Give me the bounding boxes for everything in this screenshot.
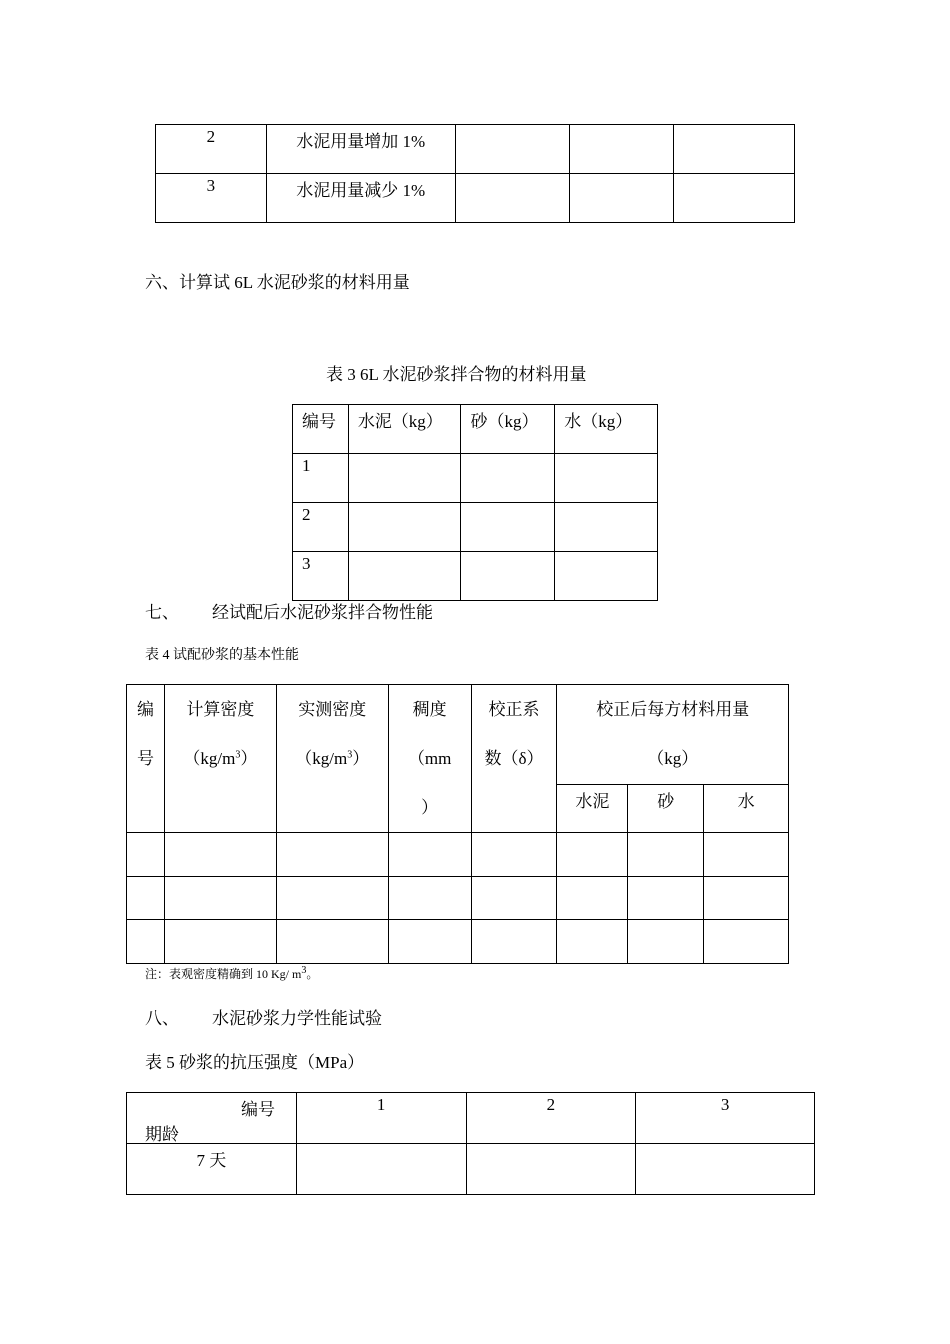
header-water: 水（kg） — [555, 405, 658, 454]
empty-cell — [164, 920, 276, 964]
header-cement: 水泥（kg） — [348, 405, 461, 454]
table-row — [293, 503, 658, 552]
corner-header-top: 编号 — [241, 1100, 275, 1119]
table-row — [293, 454, 658, 503]
section-7-title: 经试配后水泥砂浆拌合物性能 — [212, 603, 433, 622]
header-no-line1: 编 — [136, 700, 154, 719]
empty-cell — [348, 503, 461, 552]
row-description: 水泥用量减少 1% — [266, 174, 455, 223]
header-consistency — [388, 685, 471, 833]
correction-factor-line1: 校正系 — [488, 700, 540, 719]
table-row — [127, 877, 789, 920]
consistency-label: 稠度 — [412, 700, 447, 719]
header-measured-density — [276, 685, 388, 833]
empty-cell — [127, 877, 165, 920]
empty-cell — [388, 920, 471, 964]
empty-cell — [555, 503, 658, 552]
empty-cell — [471, 920, 557, 964]
header-corrected-quantities — [557, 685, 789, 785]
empty-cell — [628, 920, 704, 964]
empty-cell — [704, 833, 789, 877]
empty-cell — [557, 833, 628, 877]
compressive-strength-table — [126, 1092, 815, 1195]
table-row — [293, 552, 658, 601]
column-header: 3 — [636, 1093, 815, 1144]
row-number: 2 — [293, 503, 349, 552]
header-water: 水 — [704, 785, 789, 833]
header-sand: 砂 — [628, 785, 704, 833]
empty-cell — [276, 920, 388, 964]
empty-cell — [636, 1144, 815, 1195]
header-correction-factor — [471, 685, 557, 833]
row-number: 1 — [293, 454, 349, 503]
empty-cell — [557, 877, 628, 920]
unit-close: ） — [352, 749, 370, 768]
section-6-heading: 六、计算试 6L 水泥砂浆的材料用量 — [145, 273, 410, 292]
empty-cell — [461, 454, 555, 503]
consistency-unit-close: ） — [421, 798, 439, 817]
empty-cell — [455, 174, 570, 223]
empty-cell — [704, 877, 789, 920]
empty-cell — [471, 877, 557, 920]
measured-density-label: 实测密度 — [298, 700, 367, 719]
table-3-caption: 表 3 6L 水泥砂浆拌合物的材料用量 — [326, 365, 587, 384]
calculated-density-label: 计算密度 — [186, 700, 255, 719]
empty-cell — [164, 877, 276, 920]
unit-close: ） — [240, 749, 258, 768]
header-sand: 砂（kg） — [461, 405, 555, 454]
variation-table — [155, 124, 795, 223]
empty-cell — [674, 125, 795, 174]
empty-cell — [164, 833, 276, 877]
empty-cell — [127, 920, 165, 964]
table-header-row — [293, 405, 658, 454]
empty-cell — [628, 877, 704, 920]
empty-cell — [388, 877, 471, 920]
empty-cell — [555, 454, 658, 503]
empty-cell — [674, 174, 795, 223]
empty-cell — [471, 833, 557, 877]
table-row — [127, 920, 789, 964]
header-no-line2: 号 — [136, 749, 154, 768]
empty-cell — [455, 125, 570, 174]
empty-cell — [628, 833, 704, 877]
table-header-row — [127, 1093, 815, 1144]
corner-header — [127, 1093, 297, 1144]
section-8-number: 八、 — [145, 1009, 179, 1028]
table-row — [156, 125, 795, 174]
empty-cell — [557, 920, 628, 964]
material-quantity-table — [292, 404, 658, 601]
note-text: 注：表观密度精确到 10 Kg/ m — [145, 967, 302, 981]
measured-density-unit: （kg/m — [295, 749, 348, 768]
table-row — [156, 174, 795, 223]
note-end: 。 — [306, 967, 319, 981]
header-no: 编号 — [293, 405, 349, 454]
empty-cell — [555, 552, 658, 601]
table-row — [127, 1144, 815, 1195]
row-number: 3 — [156, 174, 267, 223]
empty-cell — [296, 1144, 466, 1195]
empty-cell — [276, 877, 388, 920]
empty-cell — [388, 833, 471, 877]
table-4-note — [145, 965, 318, 982]
empty-cell — [348, 552, 461, 601]
unit-superscript: 3 — [235, 749, 241, 761]
empty-cell — [570, 125, 674, 174]
corrected-quantities-label: 校正后每方材料用量 — [596, 700, 750, 719]
table-row — [127, 833, 789, 877]
correction-factor-line2: 数（δ） — [484, 749, 544, 768]
header-no — [127, 685, 165, 833]
empty-cell — [127, 833, 165, 877]
unit-superscript: 3 — [347, 749, 353, 761]
empty-cell — [704, 920, 789, 964]
corner-header-bottom: 期龄 — [145, 1125, 179, 1144]
calculated-density-unit: （kg/m — [183, 749, 236, 768]
consistency-unit: （mm — [407, 749, 452, 768]
header-calculated-density — [164, 685, 276, 833]
header-cement: 水泥 — [557, 785, 628, 833]
table-5-caption: 表 5 砂浆的抗压强度（MPa） — [145, 1053, 365, 1072]
column-header: 2 — [466, 1093, 636, 1144]
empty-cell — [348, 454, 461, 503]
column-header: 1 — [296, 1093, 466, 1144]
note-superscript: 3 — [301, 965, 307, 976]
corrected-quantities-unit: （kg） — [647, 749, 699, 768]
table-4-caption: 表 4 试配砂浆的基本性能 — [145, 648, 299, 663]
empty-cell — [276, 833, 388, 877]
empty-cell — [466, 1144, 636, 1195]
row-label: 7 天 — [127, 1144, 297, 1195]
row-description: 水泥用量增加 1% — [266, 125, 455, 174]
row-number: 2 — [156, 125, 267, 174]
row-number: 3 — [293, 552, 349, 601]
section-7-number: 七、 — [145, 603, 179, 622]
section-8-title: 水泥砂浆力学性能试验 — [212, 1009, 382, 1028]
empty-cell — [461, 552, 555, 601]
mortar-properties-table — [126, 684, 789, 964]
empty-cell — [461, 503, 555, 552]
empty-cell — [570, 174, 674, 223]
